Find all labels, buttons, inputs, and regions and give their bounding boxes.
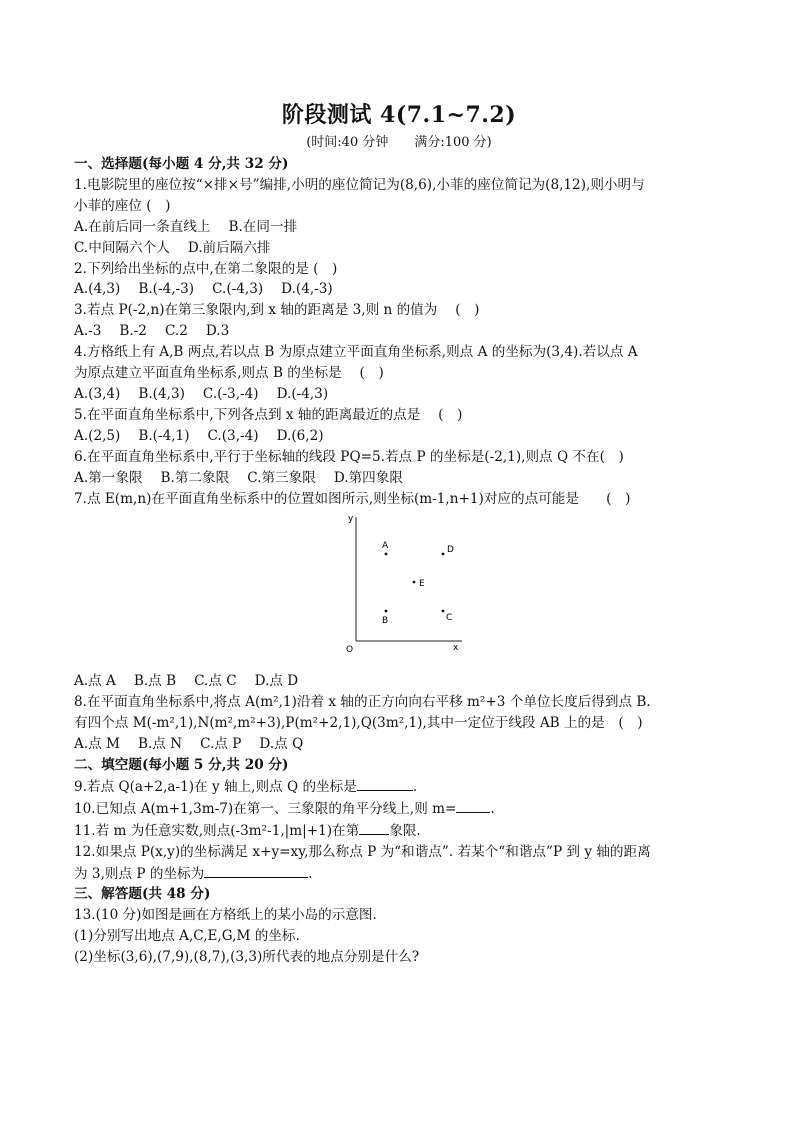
point-d-label: D <box>447 545 454 556</box>
question-6 <box>74 447 724 489</box>
question-3-options <box>74 321 724 342</box>
answer-blank[interactable] <box>357 776 413 791</box>
question-5-options <box>74 426 724 447</box>
question-12-text: 为 3,则点 P 的坐标为 <box>74 865 205 882</box>
question-12-line1: 12.如果点 P(x,y)的坐标满足 x+y=xy,那么称点 P 为“和谐点”. 若某个“和谐点”P 到 y 轴的距离 <box>74 843 651 860</box>
question-11 <box>74 820 724 842</box>
question-10-text: 10.已知点 A(m+1,3m-7)在第一、三象限的角平分线上,则 m= <box>74 800 457 817</box>
coordinate-plane-svg <box>336 511 466 661</box>
question-1-options-row2 <box>74 238 724 259</box>
question-9 <box>74 776 724 798</box>
point-c-label: C <box>446 613 453 624</box>
question-6-stem: 6.在平面直角坐标系中,平行于坐标轴的线段 PQ=5.若点 P 的坐标是(-2,1),则点 Q 不在( ) <box>74 448 624 465</box>
question-12 <box>74 842 724 885</box>
question-13-part1: (1)分别写出地点 A,C,E,G,M 的坐标. <box>74 928 300 945</box>
question-11-text: 11.若 m 为任意实数,则点(-3m²-1,|m|+1)在第 <box>74 822 360 839</box>
question-9-end: . <box>412 778 418 795</box>
question-8-options <box>74 734 724 755</box>
option-b: B.(-4,1) <box>138 427 190 444</box>
x-axis-label: x <box>453 643 459 654</box>
point-e-label: E <box>419 579 425 590</box>
question-10 <box>74 798 724 820</box>
option-d: D.(-4,3) <box>276 385 329 402</box>
section-heading-choice: 一、选择题(每小题 4 分,共 32 分) <box>74 156 289 172</box>
option-d: D.第四象限 <box>333 469 403 486</box>
option-b: B.第二象限 <box>160 469 230 486</box>
option-a: A.点 M <box>74 736 120 753</box>
question-3 <box>74 300 724 342</box>
y-axis-label: y <box>348 514 354 525</box>
question-2-stem: 2.下列给出坐标的点中,在第二象限的是 ( ) <box>74 260 338 277</box>
option-a: A.-3 <box>74 323 102 340</box>
question-3-stem: 3.若点 P(-2,n)在第三象限内,到 x 轴的距离是 3,则 n 的值为 ( ) <box>74 302 480 319</box>
time-score-note: (时间:40 分钟 满分:100 分) <box>306 135 492 150</box>
option-c: C.(-3,-4) <box>202 385 259 402</box>
option-a: A.(4,3) <box>74 281 121 298</box>
option-d: D.(4,-3) <box>281 281 333 298</box>
option-b: B.点 N <box>137 736 183 753</box>
question-11-end: 象限. <box>389 822 421 839</box>
question-1-line2: 小菲的座位 ( ) <box>74 197 171 214</box>
option-a: A.在前后同一条直线上 <box>74 218 211 235</box>
question-6-options <box>74 468 724 489</box>
question-5-stem: 5.在平面直角坐标系中,下列各点到 x 轴的距离最近的点是 ( ) <box>74 406 463 423</box>
option-b: B.(4,3) <box>138 385 185 402</box>
question-13-part2: (2)坐标(3,6),(7,9),(8,7),(3,3)所代表的地点分别是什么? <box>74 949 420 966</box>
question-12-line2 <box>74 863 724 885</box>
option-d: D.(6,2) <box>276 427 324 444</box>
question-4-line1: 4.方格纸上有 A,B 两点,若以点 B 为原点建立平面直角坐标系,则点 A 的坐标为(3,4).若以点 A <box>74 344 638 361</box>
point-d <box>442 553 445 556</box>
question-7-stem: 7.点 E(m,n)在平面直角坐标系中的位置如图所示,则坐标(m-1,n+1)对应的点可能是 ( ) <box>74 490 631 507</box>
option-b: B.点 B <box>133 673 177 690</box>
section-heading-solve: 三、解答题(共 48 分) <box>74 886 211 903</box>
question-10-end: . <box>490 800 495 817</box>
option-c: C.第三象限 <box>247 469 316 486</box>
question-2-options <box>74 279 724 300</box>
question-8-line1: 8.在平面直角坐标系中,将点 A(m²,1)沿着 x 轴的正方向向右平移 m²+3 个单位长度后得到点 B. <box>74 694 651 711</box>
option-d: D.3 <box>205 323 230 340</box>
option-d: D.点 D <box>254 673 299 690</box>
option-d: D.点 Q <box>259 736 304 753</box>
option-c: C.中间隔六个人 <box>74 239 170 256</box>
section-heading-fill-in: 二、填空题(每小题 5 分,共 20 分) <box>74 757 289 774</box>
question-1 <box>74 175 724 259</box>
question-7 <box>74 489 724 693</box>
question-9-text: 9.若点 Q(a+2,a-1)在 y 轴上,则点 Q 的坐标是 <box>74 778 357 795</box>
option-c: C.(3,-4) <box>207 427 259 444</box>
option-b: B.-2 <box>119 323 147 340</box>
option-a: A.(2,5) <box>74 427 121 444</box>
option-b: B.(-4,-3) <box>138 281 195 298</box>
point-a-label: A <box>382 541 389 552</box>
question-1-line1: 1.电影院里的座位按“×排×号”编排,小明的座位简记为(8,6),小菲的座位简记为(8,12),则小明与 <box>74 176 645 193</box>
answer-blank[interactable] <box>359 820 389 835</box>
answer-blank[interactable] <box>204 863 308 878</box>
point-b <box>385 610 388 613</box>
question-4-options <box>74 384 724 405</box>
worksheet-page <box>74 100 724 968</box>
option-b: B.在同一排 <box>228 218 298 235</box>
option-c: C.(-4,3) <box>212 281 264 298</box>
coordinate-figure <box>74 511 724 671</box>
question-8-line2: 有四个点 M(-m²,1),N(m²,m²+3),P(m²+2,1),Q(3m²,1),其中一定位于线段 AB 上的是 ( ) <box>74 715 643 732</box>
page-title: 阶段测试 4(7.1~7.2) <box>281 102 517 128</box>
option-d: D.前后隔六排 <box>187 239 271 256</box>
origin-label: O <box>346 645 354 656</box>
option-a: A.点 A <box>74 673 116 690</box>
option-c: C.2 <box>164 323 188 340</box>
point-b-label: B <box>382 616 389 627</box>
point-a <box>385 553 388 556</box>
question-5 <box>74 405 724 447</box>
question-4 <box>74 342 724 405</box>
question-2 <box>74 259 724 301</box>
question-13 <box>74 905 724 968</box>
point-c <box>442 610 445 613</box>
point-e <box>413 581 416 584</box>
question-4-line2: 为原点建立平面直角坐标系,则点 B 的坐标是 ( ) <box>74 365 384 382</box>
question-7-options <box>74 671 724 692</box>
answer-blank[interactable] <box>456 798 490 813</box>
question-8 <box>74 692 724 755</box>
option-c: C.点 C <box>194 673 237 690</box>
option-a: A.第一象限 <box>74 469 143 486</box>
option-c: C.点 P <box>200 736 242 753</box>
question-13-stem: 13.(10 分)如图是画在方格纸上的某小岛的示意图. <box>74 907 377 924</box>
question-12-end: . <box>308 865 313 882</box>
option-a: A.(3,4) <box>74 385 121 402</box>
question-1-options-row1 <box>74 217 724 238</box>
